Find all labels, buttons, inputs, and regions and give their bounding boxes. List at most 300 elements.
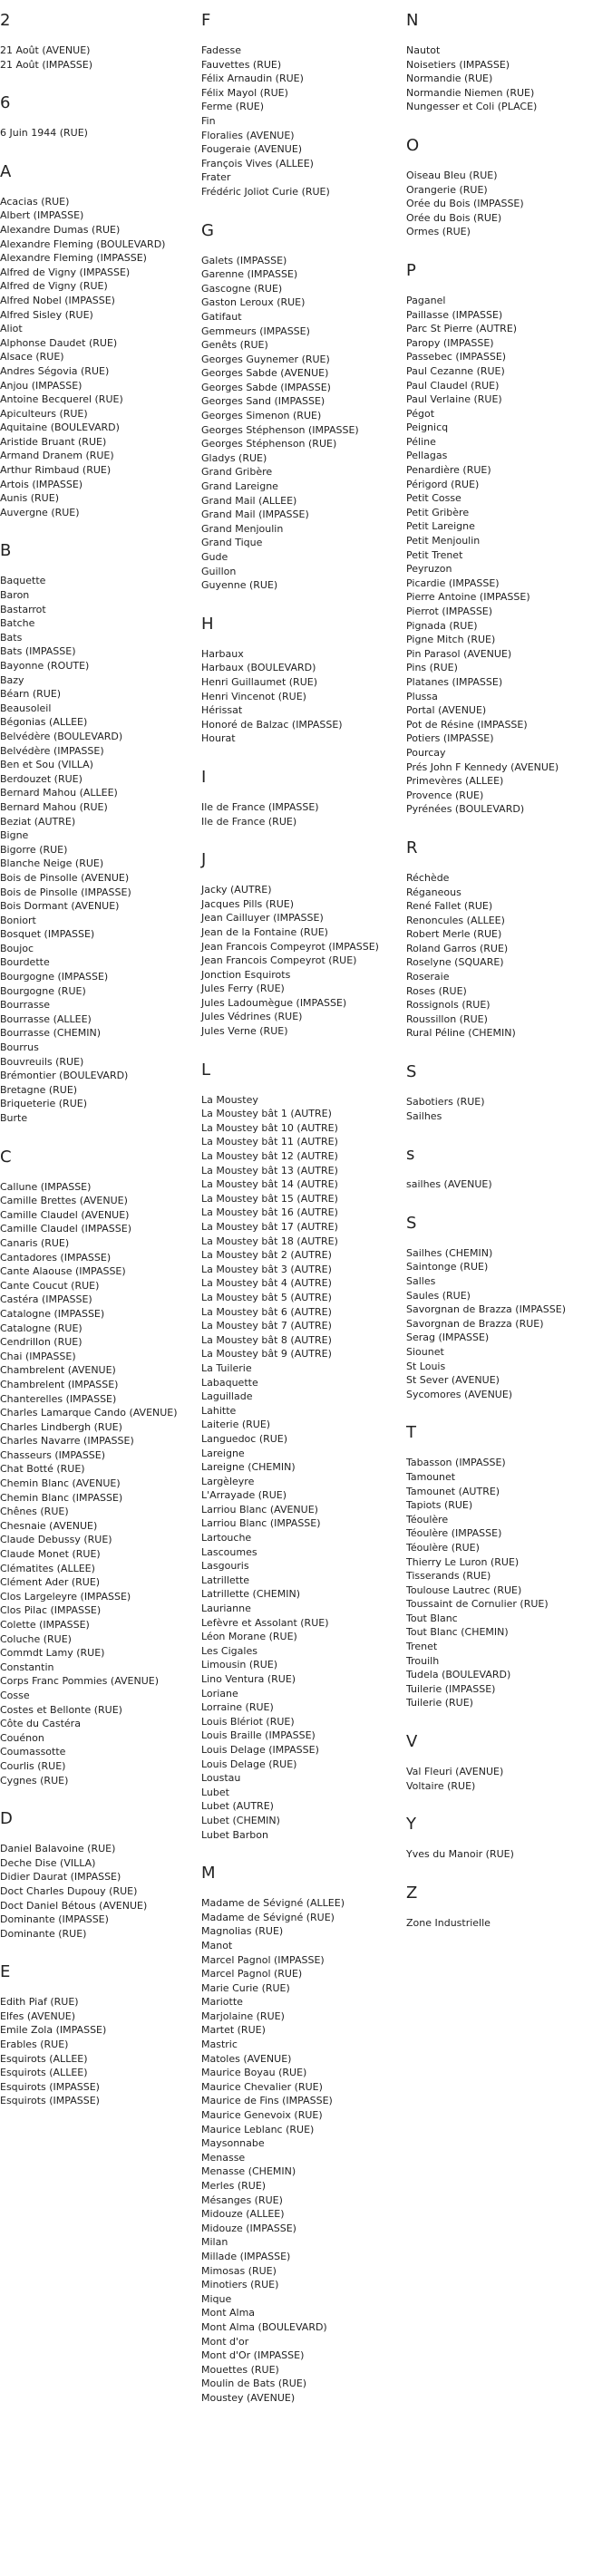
street-link[interactable]: Chesnaie (AVENUE) (0, 1519, 98, 1532)
street-link[interactable]: Lorraine (RUE) (201, 1701, 274, 1714)
street-link[interactable]: Limousin (RUE) (201, 1659, 278, 1671)
street-link[interactable]: Tamounet (AUTRE) (406, 1485, 500, 1497)
street-link[interactable]: Millade (IMPASSE) (201, 2250, 291, 2262)
street-link[interactable]: Petit Gribère (406, 506, 470, 518)
street-link[interactable]: Grand Gribère (201, 466, 273, 479)
street-link[interactable]: Tout Blanc (CHEMIN) (406, 1626, 509, 1639)
street-link[interactable]: Bernard Mahou (RUE) (0, 800, 108, 813)
street-link[interactable]: Maysonnabe (201, 2137, 265, 2150)
street-link[interactable]: Tout Blanc (406, 1612, 458, 1624)
street-link[interactable]: Latrillette (201, 1574, 250, 1586)
street-link[interactable]: Marcel Pagnol (IMPASSE) (201, 1953, 325, 1966)
street-link[interactable]: Bretagne (RUE) (0, 1083, 78, 1096)
street-link[interactable]: Midouze (IMPASSE) (201, 2222, 296, 2234)
street-link[interactable]: Bats (IMPASSE) (0, 645, 76, 658)
street-link[interactable]: Aquitaine (BOULEVARD) (0, 421, 120, 434)
street-link[interactable]: Chambrelent (AVENUE) (0, 1364, 116, 1377)
street-link[interactable]: Chai (IMPASSE) (0, 1350, 76, 1362)
street-link[interactable]: Matoles (AVENUE) (201, 2052, 292, 2065)
street-link[interactable]: Béarn (RUE) (0, 688, 62, 701)
street-link[interactable]: Gaston Leroux (RUE) (201, 296, 306, 309)
street-link[interactable]: Claude Monet (RUE) (0, 1548, 101, 1561)
street-link[interactable]: Nautot (406, 44, 441, 56)
street-link[interactable]: Aunis (RUE) (0, 492, 59, 505)
street-link[interactable]: Bats (0, 631, 23, 644)
street-link[interactable]: Hérissat (201, 704, 243, 717)
street-link[interactable]: Pyrénées (BOULEVARD) (406, 803, 525, 816)
street-link[interactable]: Grand Mail (ALLEE) (201, 494, 297, 507)
street-link[interactable]: Lubet (CHEMIN) (201, 1814, 280, 1826)
street-link[interactable]: Grand Tique (201, 537, 263, 549)
street-link[interactable]: Pierrot (IMPASSE) (406, 605, 493, 617)
street-link[interactable]: Laiterie (RUE) (201, 1419, 271, 1431)
street-link[interactable]: La Moustey bât 13 (AUTRE) (201, 1164, 338, 1177)
street-link[interactable]: Salles (406, 1275, 436, 1287)
street-link[interactable]: Jean Francois Compeyrot (IMPASSE) (201, 940, 379, 953)
street-link[interactable]: Paganel (406, 294, 446, 306)
street-link[interactable]: Prés John F Kennedy (AVENUE) (406, 760, 559, 773)
street-link[interactable]: Pégot (406, 407, 435, 420)
street-link[interactable]: Georges Sabde (AVENUE) (201, 367, 329, 380)
street-link[interactable]: Esquirots (IMPASSE) (0, 2095, 100, 2107)
street-link[interactable]: Sailhes (CHEMIN) (406, 1246, 493, 1259)
street-link[interactable]: Briqueterie (RUE) (0, 1098, 87, 1110)
street-link[interactable]: Bigne (0, 829, 29, 842)
street-link[interactable]: Réganeous (406, 886, 461, 898)
street-link[interactable]: Jonction Esquirots (201, 968, 291, 981)
street-link[interactable]: Lubet Barbon (201, 1828, 268, 1841)
street-link[interactable]: Petit Lareigne (406, 520, 475, 533)
street-link[interactable]: Mont Alma (201, 2307, 256, 2319)
street-link[interactable]: Merles (RUE) (201, 2180, 267, 2192)
street-link[interactable]: Fougeraie (AVENUE) (201, 143, 303, 156)
street-link[interactable]: Bernard Mahou (ALLEE) (0, 787, 118, 799)
street-link[interactable]: Pin Parasol (AVENUE) (406, 647, 512, 660)
street-link[interactable]: Jules Védrines (RUE) (201, 1011, 303, 1023)
street-link[interactable]: Bouvreuils (RUE) (0, 1055, 84, 1068)
street-link[interactable]: Paropy (IMPASSE) (406, 336, 494, 349)
street-link[interactable]: Oiseau Bleu (RUE) (406, 169, 498, 181)
street-link[interactable]: Jacky (AUTRE) (201, 884, 272, 896)
street-link[interactable]: Burte (0, 1112, 28, 1124)
street-link[interactable]: Alexandre Fleming (BOULEVARD) (0, 237, 166, 250)
street-link[interactable]: Mastric (201, 2039, 238, 2051)
street-link[interactable]: 6 Juin 1944 (RUE) (0, 127, 88, 140)
street-link[interactable]: Lefèvre et Assolant (RUE) (201, 1616, 329, 1629)
street-link[interactable]: La Moustey bât 12 (AUTRE) (201, 1150, 338, 1163)
street-link[interactable]: Platanes (IMPASSE) (406, 675, 503, 688)
street-link[interactable]: 21 Août (AVENUE) (0, 44, 91, 56)
street-link[interactable]: Trouilh (406, 1654, 440, 1667)
street-link[interactable]: Deche Dise (VILLA) (0, 1856, 96, 1869)
street-link[interactable]: Guillon (201, 565, 237, 577)
street-link[interactable]: Clos Largeleyre (IMPASSE) (0, 1590, 131, 1603)
street-link[interactable]: Blanche Neige (RUE) (0, 857, 104, 870)
street-link[interactable]: Canaris (RUE) (0, 1236, 70, 1249)
street-link[interactable]: Labaquette (201, 1376, 258, 1389)
street-link[interactable]: Zone Industrielle (406, 1916, 491, 1929)
street-link[interactable]: Larriou Blanc (AVENUE) (201, 1503, 318, 1516)
street-link[interactable]: Ormes (RUE) (406, 226, 471, 238)
street-link[interactable]: Petit Trenet (406, 548, 463, 561)
street-link[interactable]: Pignada (RUE) (406, 619, 478, 632)
street-link[interactable]: Téoulère (IMPASSE) (406, 1527, 502, 1540)
street-link[interactable]: Constantin (0, 1661, 54, 1673)
street-link[interactable]: Côte du Castéra (0, 1718, 81, 1730)
street-link[interactable]: Mont Alma (BOULEVARD) (201, 2320, 327, 2333)
street-link[interactable]: Languedoc (RUE) (201, 1432, 288, 1445)
street-link[interactable]: Peignicq (406, 421, 449, 434)
street-link[interactable]: Garenne (IMPASSE) (201, 268, 298, 281)
street-link[interactable]: La Moustey bât 11 (AUTRE) (201, 1136, 338, 1148)
street-link[interactable]: Alphonse Daudet (RUE) (0, 336, 118, 349)
street-link[interactable]: Costes et Bellonte (RUE) (0, 1703, 122, 1716)
street-link[interactable]: Roussillon (RUE) (406, 1012, 488, 1025)
street-link[interactable]: 21 Août (IMPASSE) (0, 58, 93, 71)
street-link[interactable]: Trenet (406, 1641, 438, 1653)
street-link[interactable]: Dominante (RUE) (0, 1927, 87, 1940)
street-link[interactable]: Réchède (406, 871, 450, 884)
street-link[interactable]: Rural Péline (CHEMIN) (406, 1027, 516, 1040)
street-link[interactable]: Cendrillon (RUE) (0, 1336, 83, 1349)
street-link[interactable]: sailhes (AVENUE) (406, 1178, 492, 1191)
street-link[interactable]: Gude (201, 551, 228, 563)
street-link[interactable]: St Louis (406, 1360, 446, 1372)
street-link[interactable]: Bastarrot (0, 603, 46, 615)
street-link[interactable]: Fauvettes (RUE) (201, 58, 282, 71)
street-link[interactable]: Baquette (0, 575, 46, 587)
street-link[interactable]: La Moustey bât 8 (AUTRE) (201, 1333, 332, 1346)
street-link[interactable]: Lahitte (201, 1404, 237, 1417)
street-link[interactable]: Sailhes (406, 1109, 442, 1122)
street-link[interactable]: Toulouse Lautrec (RUE) (406, 1583, 522, 1596)
street-link[interactable]: Catalogne (IMPASSE) (0, 1307, 105, 1320)
street-link[interactable]: Savorgnan de Brazza (RUE) (406, 1317, 544, 1330)
street-link[interactable]: Boniort (0, 914, 36, 926)
street-link[interactable]: Bégonias (ALLEE) (0, 716, 88, 729)
street-link[interactable]: Camille Brettes (AVENUE) (0, 1195, 128, 1207)
street-link[interactable]: Chemin Blanc (IMPASSE) (0, 1491, 123, 1504)
street-link[interactable]: Corps Franc Pommies (AVENUE) (0, 1675, 160, 1688)
street-link[interactable]: Camille Claudel (AVENUE) (0, 1208, 130, 1221)
street-link[interactable]: Maurice de Fins (IMPASSE) (201, 2095, 333, 2107)
street-link[interactable]: La Moustey bât 5 (AUTRE) (201, 1291, 332, 1303)
street-link[interactable]: Potiers (IMPASSE) (406, 732, 494, 745)
street-link[interactable]: Pellagas (406, 450, 448, 462)
street-link[interactable]: François Vives (ALLEE) (201, 157, 314, 169)
street-link[interactable]: Marjolaine (RUE) (201, 2009, 285, 2022)
street-link[interactable]: Yves du Manoir (RUE) (406, 1848, 514, 1861)
street-link[interactable]: Chasseurs (IMPASSE) (0, 1448, 106, 1461)
street-link[interactable]: Georges Guynemer (RUE) (201, 353, 330, 365)
street-link[interactable]: Noisetiers (IMPASSE) (406, 58, 510, 71)
street-link[interactable]: Menasse (CHEMIN) (201, 2165, 296, 2178)
street-link[interactable]: Paul Claudel (RUE) (406, 379, 500, 392)
street-link[interactable]: Bigorre (RUE) (0, 843, 68, 856)
street-link[interactable]: Jules Ladoumègue (IMPASSE) (201, 996, 347, 1009)
street-link[interactable]: Midouze (ALLEE) (201, 2208, 285, 2221)
street-link[interactable]: Chênes (RUE) (0, 1506, 69, 1518)
street-link[interactable]: Lino Ventura (RUE) (201, 1673, 296, 1685)
street-link[interactable]: Magnolias (RUE) (201, 1925, 284, 1938)
street-link[interactable]: Frédéric Joliot Curie (RUE) (201, 185, 330, 198)
street-link[interactable]: Clématites (ALLEE) (0, 1562, 95, 1574)
street-link[interactable]: Paillasse (IMPASSE) (406, 308, 503, 321)
street-link[interactable]: Colette (IMPASSE) (0, 1619, 90, 1631)
street-link[interactable]: Lubet (201, 1786, 229, 1798)
street-link[interactable]: René Fallet (RUE) (406, 900, 493, 913)
street-link[interactable]: Esquirots (ALLEE) (0, 2052, 88, 2065)
street-link[interactable]: Chat Botté (RUE) (0, 1463, 85, 1476)
street-link[interactable]: Petit Menjoulin (406, 535, 481, 547)
street-link[interactable]: Mimosas (RUE) (201, 2264, 277, 2277)
street-link[interactable]: Guyenne (RUE) (201, 579, 278, 592)
street-link[interactable]: Beausoleil (0, 702, 52, 714)
street-link[interactable]: Clos Pilac (IMPASSE) (0, 1604, 102, 1617)
street-link[interactable]: Marcel Pagnol (RUE) (201, 1968, 303, 1980)
street-link[interactable]: Camille Claudel (IMPASSE) (0, 1223, 132, 1235)
street-link[interactable]: Laurianne (201, 1603, 251, 1615)
street-link[interactable]: Bourrus (0, 1041, 39, 1054)
street-link[interactable]: Antoine Becquerel (RUE) (0, 393, 123, 406)
street-link[interactable]: Val Fleuri (AVENUE) (406, 1766, 504, 1778)
street-link[interactable]: Alfred de Vigny (RUE) (0, 280, 108, 293)
street-link[interactable]: La Moustey bât 16 (AUTRE) (201, 1206, 338, 1219)
street-link[interactable]: Doct Daniel Bétous (AVENUE) (0, 1899, 148, 1912)
street-link[interactable]: Bois de Pinsolle (IMPASSE) (0, 886, 131, 898)
street-link[interactable]: Orée du Bois (RUE) (406, 211, 502, 224)
street-link[interactable]: Esquirots (IMPASSE) (0, 2080, 100, 2093)
street-link[interactable]: Parc St Pierre (AUTRE) (406, 323, 518, 335)
street-link[interactable]: Alfred Nobel (IMPASSE) (0, 294, 115, 306)
street-link[interactable]: Claude Debussy (RUE) (0, 1534, 112, 1546)
street-link[interactable]: Laguillade (201, 1390, 253, 1403)
street-link[interactable]: Lascoumes (201, 1545, 257, 1558)
street-link[interactable]: Bourgogne (RUE) (0, 984, 86, 997)
street-link[interactable]: Callune (IMPASSE) (0, 1180, 92, 1193)
street-link[interactable]: Passebec (IMPASSE) (406, 351, 507, 363)
street-link[interactable]: La Moustey bât 6 (AUTRE) (201, 1305, 332, 1318)
street-link[interactable]: Sabotiers (RUE) (406, 1096, 485, 1109)
street-link[interactable]: Commdt Lamy (RUE) (0, 1647, 105, 1660)
street-link[interactable]: Martet (RUE) (201, 2024, 266, 2037)
street-link[interactable]: Jean de la Fontaine (RUE) (201, 925, 328, 938)
street-link[interactable]: Louis Blériot (RUE) (201, 1715, 295, 1728)
street-link[interactable]: Coluche (RUE) (0, 1632, 72, 1645)
street-link[interactable]: Chambrelent (IMPASSE) (0, 1378, 119, 1390)
street-link[interactable]: Savorgnan de Brazza (IMPASSE) (406, 1303, 566, 1316)
street-link[interactable]: Milan (201, 2236, 228, 2249)
street-link[interactable]: Berdouzet (RUE) (0, 772, 83, 785)
street-link[interactable]: Mont d'Or (IMPASSE) (201, 2349, 305, 2362)
street-link[interactable]: Bourrasse (0, 999, 51, 1012)
street-link[interactable]: Bourgogne (IMPASSE) (0, 971, 109, 983)
street-link[interactable]: Lareigne (CHEMIN) (201, 1461, 296, 1474)
street-link[interactable]: Genêts (RUE) (201, 339, 268, 352)
street-link[interactable]: Saintonge (RUE) (406, 1261, 489, 1273)
street-link[interactable]: Orée du Bois (IMPASSE) (406, 198, 524, 210)
street-link[interactable]: Renoncules (ALLEE) (406, 914, 505, 926)
street-link[interactable]: Bourrasse (ALLEE) (0, 1012, 92, 1025)
street-link[interactable]: Courlis (RUE) (0, 1759, 66, 1772)
street-link[interactable]: Alfred de Vigny (IMPASSE) (0, 266, 131, 278)
street-link[interactable]: Apiculteurs (RUE) (0, 407, 88, 420)
street-link[interactable]: Charles Lamarque Cando (AVENUE) (0, 1407, 178, 1419)
street-link[interactable]: Armand Dranem (RUE) (0, 450, 114, 462)
street-link[interactable]: Hourat (201, 732, 236, 745)
street-link[interactable]: Provence (RUE) (406, 789, 484, 801)
street-link[interactable]: Lubet (AUTRE) (201, 1800, 274, 1813)
street-link[interactable]: Gladys (RUE) (201, 451, 267, 464)
street-link[interactable]: Ben et Sou (VILLA) (0, 759, 93, 771)
street-link[interactable]: Henri Guillaumet (RUE) (201, 675, 317, 688)
street-link[interactable]: Robert Merle (RUE) (406, 928, 502, 941)
street-link[interactable]: La Moustey bât 7 (AUTRE) (201, 1320, 332, 1332)
street-link[interactable]: Jules Verne (RUE) (201, 1025, 288, 1038)
street-link[interactable]: Thierry Le Luron (RUE) (406, 1555, 520, 1568)
street-link[interactable]: Madame de Sévigné (RUE) (201, 1911, 335, 1923)
street-link[interactable]: Tapiots (RUE) (406, 1499, 473, 1512)
street-link[interactable]: Coumassotte (0, 1746, 66, 1758)
street-link[interactable]: Mariotte (201, 1996, 243, 2009)
street-link[interactable]: Téoulère (406, 1513, 449, 1525)
street-link[interactable]: Aristide Bruant (RUE) (0, 435, 107, 448)
street-link[interactable]: Mouettes (RUE) (201, 2363, 279, 2376)
street-link[interactable]: Tuilerie (RUE) (406, 1697, 473, 1709)
street-link[interactable]: Péline (406, 435, 436, 448)
street-link[interactable]: Saules (RUE) (406, 1289, 471, 1302)
street-link[interactable]: La Moustey bât 9 (AUTRE) (201, 1348, 332, 1361)
street-link[interactable]: Ferme (RUE) (201, 101, 265, 113)
street-link[interactable]: Sycomores (AVENUE) (406, 1388, 513, 1400)
street-link[interactable]: Beziat (AUTRE) (0, 815, 76, 828)
street-link[interactable]: Téoulère (RUE) (406, 1541, 480, 1554)
street-link[interactable]: La Moustey (201, 1093, 258, 1106)
street-link[interactable]: Alexandre Fleming (IMPASSE) (0, 252, 147, 265)
street-link[interactable]: Moulin de Bats (RUE) (201, 2377, 307, 2390)
street-link[interactable]: Tabasson (IMPASSE) (406, 1457, 506, 1469)
street-link[interactable]: Plussa (406, 690, 438, 702)
street-link[interactable]: Dominante (IMPASSE) (0, 1913, 109, 1926)
street-link[interactable]: Emile Zola (IMPASSE) (0, 2024, 107, 2037)
street-link[interactable]: Louis Delage (RUE) (201, 1758, 297, 1770)
street-link[interactable]: Belvédère (IMPASSE) (0, 744, 104, 757)
street-link[interactable]: Gemmeurs (IMPASSE) (201, 324, 310, 337)
street-link[interactable]: Boujoc (0, 942, 34, 954)
street-link[interactable]: Acacias (RUE) (0, 195, 70, 208)
street-link[interactable]: Ile de France (IMPASSE) (201, 800, 319, 813)
street-link[interactable]: Bourrasse (CHEMIN) (0, 1027, 102, 1040)
street-link[interactable]: Roses (RUE) (406, 984, 467, 997)
street-link[interactable]: Menasse (201, 2151, 246, 2164)
street-link[interactable]: La Moustey bât 14 (AUTRE) (201, 1178, 338, 1191)
street-link[interactable]: Paul Cezanne (RUE) (406, 364, 505, 377)
street-link[interactable]: Loriane (201, 1687, 238, 1700)
street-link[interactable]: Portal (AVENUE) (406, 704, 487, 717)
street-link[interactable]: Fadesse (201, 44, 242, 56)
street-link[interactable]: Rossignols (RUE) (406, 999, 491, 1012)
street-link[interactable]: Grand Lareigne (201, 480, 278, 493)
street-link[interactable]: Roselyne (SQUARE) (406, 956, 504, 969)
street-link[interactable]: Georges Sabde (IMPASSE) (201, 381, 331, 393)
street-link[interactable]: Esquirots (ALLEE) (0, 2067, 88, 2079)
street-link[interactable]: Couénon (0, 1731, 44, 1744)
street-link[interactable]: Cante Coucut (RUE) (0, 1279, 100, 1292)
street-link[interactable]: Andres Ségovia (RUE) (0, 364, 110, 377)
street-link[interactable]: Georges Stéphenson (RUE) (201, 438, 337, 450)
street-link[interactable]: Bois de Pinsolle (AVENUE) (0, 871, 130, 884)
street-link[interactable]: Tudela (BOULEVARD) (406, 1669, 511, 1681)
street-link[interactable]: Paul Verlaine (RUE) (406, 393, 502, 406)
street-link[interactable]: Alsace (RUE) (0, 351, 64, 363)
street-link[interactable]: Penardière (RUE) (406, 464, 491, 477)
street-link[interactable]: Bazy (0, 673, 24, 686)
street-link[interactable]: Maurice Leblanc (RUE) (201, 2123, 315, 2135)
street-link[interactable]: Baron (0, 589, 30, 602)
street-link[interactable]: Lareigne (201, 1447, 245, 1459)
street-link[interactable]: Chemin Blanc (AVENUE) (0, 1477, 121, 1490)
street-link[interactable]: Grand Menjoulin (201, 522, 284, 535)
street-link[interactable]: Erables (RUE) (0, 2039, 69, 2051)
street-link[interactable]: Maurice Chevalier (RUE) (201, 2080, 323, 2093)
street-link[interactable]: Loustau (201, 1772, 241, 1785)
street-link[interactable]: Edith Piaf (RUE) (0, 1996, 79, 2009)
street-link[interactable]: Cante Alaouse (IMPASSE) (0, 1265, 126, 1278)
street-link[interactable]: Gatifaut (201, 310, 242, 323)
street-link[interactable]: La Moustey bât 2 (AUTRE) (201, 1249, 332, 1262)
street-link[interactable]: L'Arrayade (RUE) (201, 1489, 287, 1502)
street-link[interactable]: La Moustey bât 4 (AUTRE) (201, 1277, 332, 1290)
street-link[interactable]: Picardie (IMPASSE) (406, 576, 500, 589)
street-link[interactable]: Belvédère (BOULEVARD) (0, 730, 123, 742)
street-link[interactable]: La Moustey bât 18 (AUTRE) (201, 1235, 338, 1247)
street-link[interactable]: Voltaire (RUE) (406, 1779, 476, 1792)
street-link[interactable]: Alexandre Dumas (RUE) (0, 223, 121, 236)
street-link[interactable]: Les Cigales (201, 1644, 257, 1657)
street-link[interactable]: Bayonne (ROUTE) (0, 660, 90, 672)
street-link[interactable]: Normandie (RUE) (406, 73, 493, 85)
street-link[interactable]: Georges Stéphenson (IMPASSE) (201, 423, 359, 436)
street-link[interactable]: Bois Dormant (AVENUE) (0, 900, 120, 913)
street-link[interactable]: Primevères (ALLEE) (406, 775, 504, 788)
street-link[interactable]: Fin (201, 114, 216, 127)
street-link[interactable]: Maurice Genevoix (RUE) (201, 2109, 323, 2122)
street-link[interactable]: Mont d'or (201, 2335, 249, 2348)
street-link[interactable]: Harbaux (201, 647, 244, 660)
street-link[interactable]: Marie Curie (RUE) (201, 1981, 290, 1994)
street-link[interactable]: Galets (IMPASSE) (201, 254, 287, 266)
street-link[interactable]: Gascogne (RUE) (201, 282, 283, 295)
street-link[interactable]: Harbaux (BOULEVARD) (201, 662, 316, 674)
street-link[interactable]: Orangerie (RUE) (406, 183, 488, 196)
street-link[interactable]: Castéra (IMPASSE) (0, 1293, 92, 1306)
street-link[interactable]: Lartouche (201, 1532, 252, 1545)
street-link[interactable]: Artois (IMPASSE) (0, 478, 83, 490)
street-link[interactable]: La Moustey bât 10 (AUTRE) (201, 1121, 338, 1134)
street-link[interactable]: Louis Delage (IMPASSE) (201, 1743, 319, 1756)
street-link[interactable]: Clément Ader (RUE) (0, 1576, 101, 1589)
street-link[interactable]: Largèleyre (201, 1475, 255, 1487)
street-link[interactable]: Pot de Résine (IMPASSE) (406, 718, 528, 731)
street-link[interactable]: Georges Sand (IMPASSE) (201, 395, 325, 408)
street-link[interactable]: Félix Arnaudin (RUE) (201, 73, 304, 85)
street-link[interactable]: Maurice Boyau (RUE) (201, 2067, 307, 2079)
street-link[interactable]: Floralies (AVENUE) (201, 129, 295, 141)
street-link[interactable]: Elfes (AVENUE) (0, 2009, 75, 2022)
street-link[interactable]: Siounet (406, 1345, 444, 1358)
street-link[interactable]: Charles Navarre (IMPASSE) (0, 1435, 134, 1448)
street-link[interactable]: Lasgouris (201, 1560, 249, 1573)
